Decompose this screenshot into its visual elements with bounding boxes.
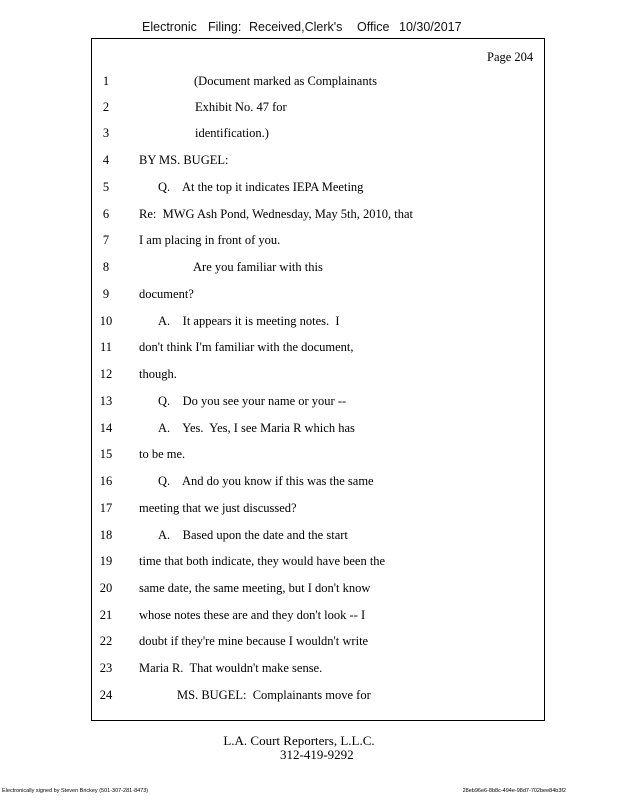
line-number: 8: [102, 260, 110, 274]
line-number: 18: [99, 528, 113, 542]
line-number: 19: [99, 554, 113, 568]
line-number: 16: [99, 474, 113, 488]
filing-stamp-word: Office: [357, 20, 390, 34]
line-number: 10: [99, 314, 113, 328]
page-number: Page 204: [487, 50, 534, 64]
filing-stamp-word: Filing:: [208, 20, 242, 34]
line-number: 20: [99, 581, 113, 595]
line-text: identification.): [195, 126, 269, 140]
signature-note: Electronically signed by Steven Brickey (501-307-281-8473): [2, 788, 149, 794]
filing-stamp-word: Received,Clerk's: [249, 20, 343, 34]
line-number: 4: [102, 153, 110, 167]
line-text: MS. BUGEL: Complainants move for: [177, 688, 371, 702]
filing-stamp-date: 10/30/2017: [399, 20, 462, 34]
line-text: time that both indicate, they would have been the: [139, 554, 386, 568]
line-text: Q. Do you see your name or your --: [158, 394, 347, 408]
reporter-company: L.A. Court Reporters, L.L.C.: [223, 733, 375, 748]
line-text: A. It appears it is meeting notes. I: [158, 314, 340, 328]
line-number: 11: [99, 340, 113, 354]
line-text: though.: [139, 367, 177, 381]
line-text: A. Based upon the date and the start: [158, 528, 348, 542]
line-number: 1: [102, 74, 110, 88]
line-number: 3: [102, 126, 110, 140]
line-text: Are you familiar with this: [193, 260, 323, 274]
line-number: 5: [102, 180, 110, 194]
line-number: 13: [99, 394, 113, 408]
line-text: Q. At the top it indicates IEPA Meeting: [158, 180, 364, 194]
line-text: Exhibit No. 47 for: [195, 100, 287, 114]
line-number: 12: [99, 367, 113, 381]
line-number: 7: [102, 233, 110, 247]
filing-stamp-word: Electronic: [142, 20, 197, 34]
line-text: don't think I'm familiar with the document,: [139, 340, 354, 354]
line-text: same date, the same meeting, but I don't know: [139, 581, 371, 595]
line-number: 6: [102, 207, 110, 221]
line-number: 9: [102, 287, 110, 301]
line-text: doubt if they're mine because I wouldn't write: [139, 634, 369, 648]
line-number: 24: [99, 688, 113, 702]
reporter-phone: 312-419-9292: [280, 747, 354, 762]
line-text: BY MS. BUGEL:: [139, 153, 229, 167]
line-number: 22: [99, 634, 113, 648]
line-number: 2: [102, 100, 110, 114]
line-text: document?: [139, 287, 194, 301]
line-number: 17: [99, 501, 113, 515]
line-text: I am placing in front of you.: [139, 233, 281, 247]
line-number: 21: [99, 608, 113, 622]
line-text: Maria R. That wouldn't make sense.: [139, 661, 323, 675]
line-number: 23: [99, 661, 113, 675]
line-text: A. Yes. Yes, I see Maria R which has: [158, 421, 355, 435]
line-number: 15: [99, 447, 113, 461]
line-text: (Document marked as Complainants: [194, 74, 377, 88]
line-text: Q. And do you know if this was the same: [158, 474, 374, 488]
line-number: 14: [99, 421, 113, 435]
line-text: to be me.: [139, 447, 186, 461]
line-text: whose notes these are and they don't look -- I: [139, 608, 366, 622]
document-hash: 28eb96e6-8b8c-494e-98d7-702bee84b3f2: [462, 788, 566, 794]
line-text: meeting that we just discussed?: [139, 501, 297, 515]
line-text: Re: MWG Ash Pond, Wednesday, May 5th, 2010, that: [139, 207, 413, 221]
